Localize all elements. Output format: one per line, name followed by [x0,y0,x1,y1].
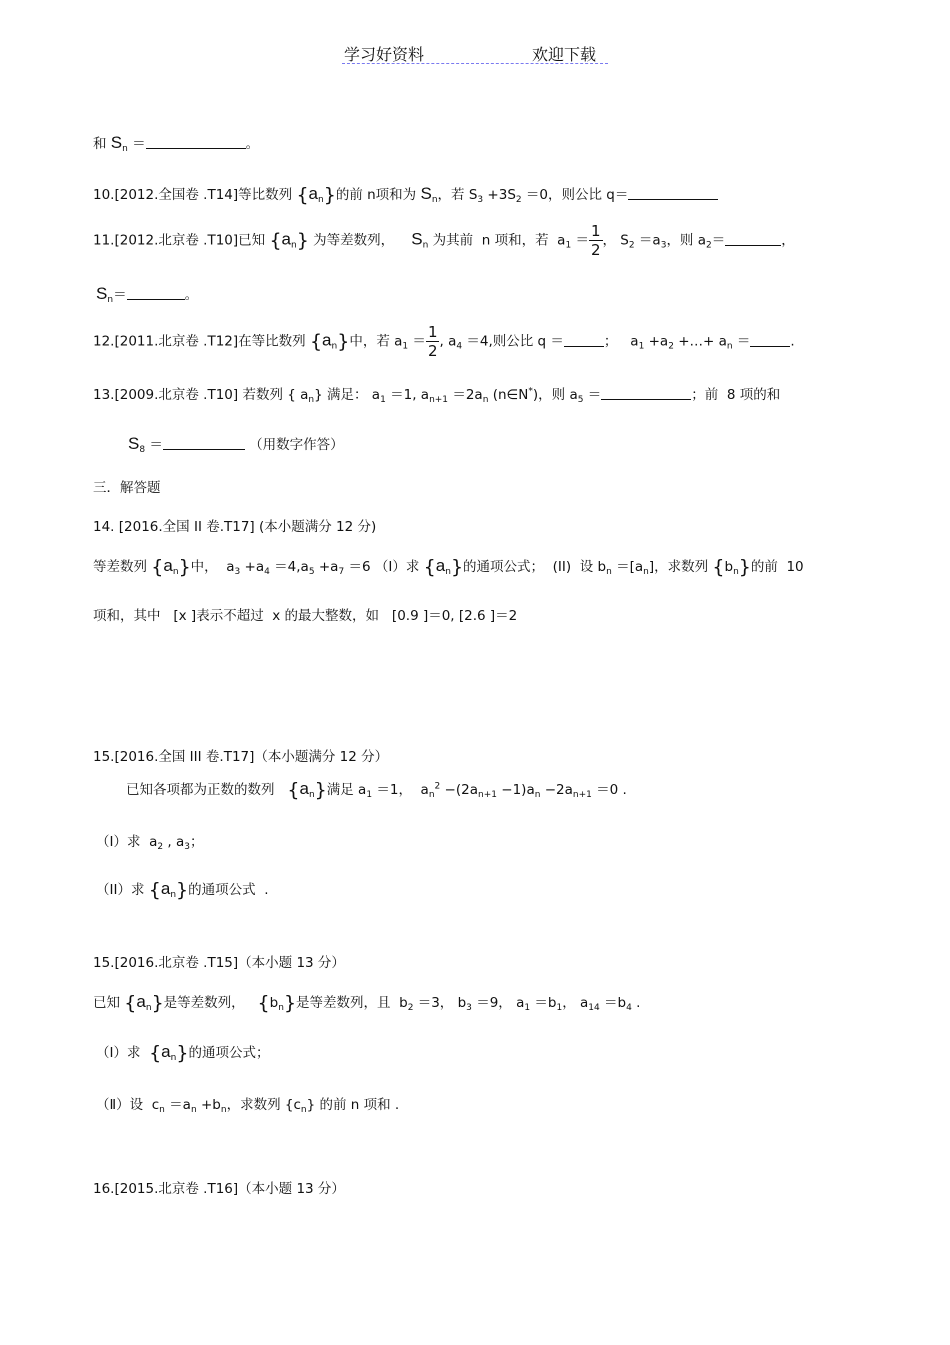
header-right: 欢迎下载 [532,45,597,64]
section-title: 三．解答题 [93,480,161,496]
header-left: 学习好资料 [344,45,425,64]
question-11-sn: $S_n=$ 。 [96,284,199,305]
question-15b-body: 已知 $\{a_n\}$是等差数列， $\{b_n\}$是等差数列，且 $b_2 =3$， $b_3 =9$， $a_1 =b_1$， $a_{14} =b_4$ . [93,992,641,1014]
question-12: 12.[2011.北京卷 .T12]在等比数列 $\{a_n\}$中，若 $a_1$ ＝ $\frac{1}{2}$ , $a_4 =4$,则公比 q ＝ ； $a_1 +a_2$ +…+ $a_n$ ＝ . [93,323,795,360]
question-15-body: 已知各项都为正数的数列 $\{a_n\}$满足 $a_1 =1$， $a_n^2 -(2a_{n+1} -1)a_n -2a_{n+1} =0$ . [126,779,627,801]
question-15-part1: （I）求 $a_2$ , $a_3$； [96,834,204,852]
question-15b-title: 15.[2016.北京卷 .T15]（本小题 13 分） [93,955,345,971]
question-14-note: 项和，其中 [x ]表示不超过 x 的最大整数，如 [0.9 ]＝0, [2.6 ]＝2 [93,608,518,624]
question-14-title: 14. [2016.全国 II 卷.T17] (本小题满分 12 分) [93,519,377,535]
question-13: 13.[2009.北京卷 .T10] 若数列 { $a_n$} 满足： $a_1 =1$, $a_{n+1} =2a_n$ (n∈N*)，则 $a_5$ ＝ ；前 8 项的和 [93,386,781,405]
question-15b-part2: （Ⅱ）设 $c_n =a_n +b_n$，求数列 $\{c_n\}$ 的前 n 项和 . [96,1097,400,1115]
question-13-s8: $S_8$ ＝ （用数字作答） [128,434,344,455]
question-14-body: 等差数列 $\{a_n\}$中， $a_3 +a_4 =4,a_5 +a_7 =6$ （I）求 $\{a_n\}$的通项公式； (II) 设 $b_n =[a_n]$，求数列 $\{b_n\}$的前 10 [93,556,804,578]
question-11: 11.[2012.北京卷 .T10]已知 $\{a_n\}$ 为等差数列， $S_n$ 为其前 n 项和，若 $a_1$ ＝ $\frac{1}{2}$ ， $S_2 =a_3$，则 $a_2=$ ， [93,222,795,259]
line-sn-blank: 和 $S_n$ ＝ 。 [93,133,260,154]
question-15-title: 15.[2016.全国 III 卷.T17]（本小题满分 12 分） [93,749,389,765]
question-10: 10.[2012.全国卷 .T14]等比数列 $\{a_n\}$的前 n项和为 $S_n$，若 $S_3 +3S_2 =0$，则公比 q＝ [93,183,718,206]
question-15-part2: （II）求 $\{a_n\}$的通项公式 . [96,879,269,901]
question-15b-part1: （Ⅰ）求 $\{a_n\}$的通项公式； [96,1042,270,1064]
question-16-title: 16.[2015.北京卷 .T16]（本小题 13 分） [93,1181,345,1197]
header-divider [342,63,608,64]
